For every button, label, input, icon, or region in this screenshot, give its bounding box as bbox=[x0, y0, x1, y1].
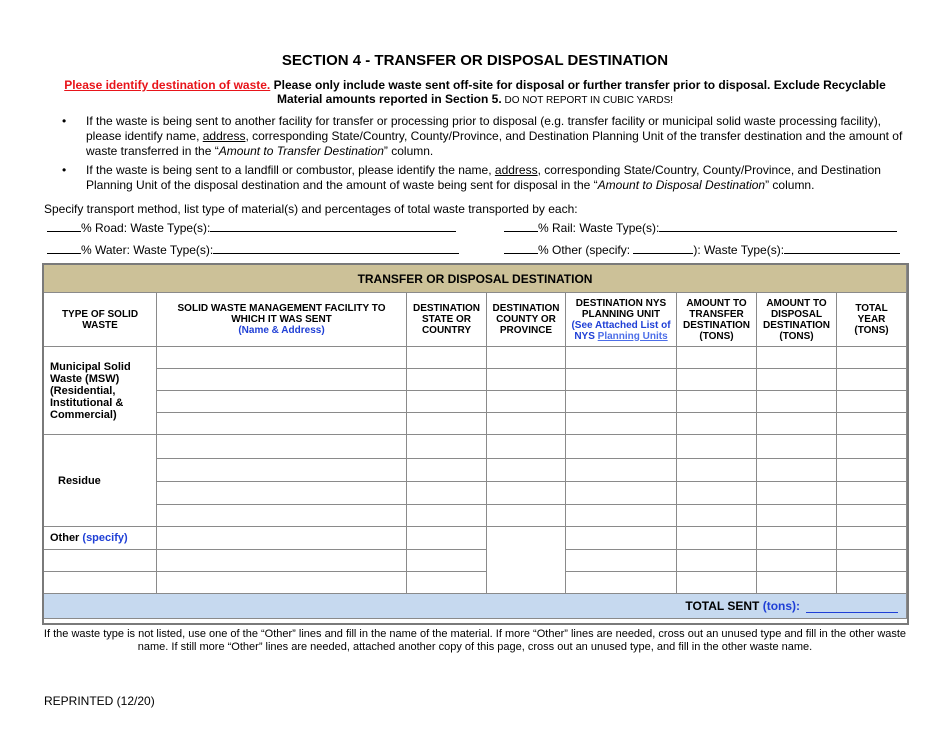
reprinted-label: REPRINTED (12/20) bbox=[44, 694, 155, 708]
instruction-bullets bbox=[62, 114, 912, 197]
cell-input[interactable] bbox=[677, 391, 757, 413]
cell-input[interactable] bbox=[487, 505, 566, 527]
cell-input[interactable] bbox=[157, 347, 407, 369]
col-type: TYPE OF SOLID WASTE bbox=[44, 293, 157, 347]
cell-input[interactable] bbox=[566, 527, 677, 550]
cell-input[interactable] bbox=[757, 435, 837, 459]
road-type-line[interactable] bbox=[210, 221, 456, 232]
cell-input[interactable] bbox=[487, 435, 566, 459]
col-transfer: AMOUNT TO TRANSFER DESTINATION (TONS) bbox=[677, 293, 757, 347]
bullet-transfer: • If the waste is being sent to another facility for transfer or processing prior to disposal (e.g. transfer facility or municipal solid waste processing facility), please identify name, address, corresponding State/Country, County/Province, and Destination Planning Unit of the transfer destination and the amount of waste transferred in the “Amount to Transfer Destination” column. bbox=[62, 114, 903, 158]
cell-input[interactable] bbox=[677, 347, 757, 369]
cell-input[interactable] bbox=[44, 572, 157, 594]
bullet-dot-icon: • bbox=[62, 163, 67, 177]
road-field[interactable]: % Road: Waste Type(s): bbox=[47, 221, 456, 235]
intro-bold-text: Please only include waste sent off-site for disposal or further transfer prior to disposal. Exclude Recyclable Material amounts reported in Section 5. bbox=[270, 78, 886, 106]
cell-input[interactable] bbox=[566, 369, 677, 391]
water-percent-line[interactable] bbox=[47, 243, 81, 254]
cell-input[interactable] bbox=[407, 391, 487, 413]
planning-units-link[interactable]: Planning Units bbox=[597, 330, 668, 342]
intro-red-text: Please identify destination of waste. bbox=[64, 78, 271, 92]
cell-input[interactable] bbox=[757, 550, 837, 572]
row-label-msw: Municipal Solid Waste (MSW) (Residential, Institutional & Commercial) bbox=[44, 347, 157, 435]
cell-input[interactable] bbox=[157, 413, 407, 435]
cell-input[interactable] bbox=[677, 482, 757, 505]
cell-input[interactable] bbox=[566, 391, 677, 413]
cell-input[interactable] bbox=[566, 459, 677, 482]
cell-input[interactable] bbox=[837, 347, 907, 369]
rail-field[interactable]: % Rail: Waste Type(s): bbox=[504, 221, 897, 235]
col-facility: SOLID WASTE MANAGEMENT FACILITY TO WHICH IT WAS SENT (Name & Address) bbox=[157, 293, 407, 347]
section-title: SECTION 4 - TRANSFER OR DISPOSAL DESTINATION bbox=[281, 52, 669, 69]
destination-table bbox=[43, 264, 907, 619]
cell-input[interactable] bbox=[677, 413, 757, 435]
cell-input[interactable] bbox=[407, 505, 487, 527]
rail-type-line[interactable] bbox=[659, 221, 897, 232]
total-sent-tons: (tons): bbox=[762, 599, 801, 613]
cell-input[interactable] bbox=[677, 505, 757, 527]
cell-input[interactable] bbox=[157, 391, 407, 413]
cell-input[interactable] bbox=[757, 391, 837, 413]
total-sent-input[interactable] bbox=[806, 601, 898, 613]
cell-input[interactable] bbox=[566, 572, 677, 594]
cell-input[interactable] bbox=[157, 550, 407, 572]
cell-input[interactable] bbox=[677, 550, 757, 572]
cell-input[interactable] bbox=[677, 459, 757, 482]
total-sent-label: TOTAL SENT bbox=[685, 599, 760, 613]
cell-input[interactable] bbox=[677, 527, 757, 550]
col-state: DESTINATION STATE OR COUNTRY bbox=[407, 293, 487, 347]
row-label-residue: Residue bbox=[44, 435, 157, 527]
cell-input[interactable] bbox=[487, 527, 566, 594]
cell-input[interactable] bbox=[157, 527, 407, 550]
cell-input[interactable] bbox=[837, 527, 907, 550]
cell-input[interactable] bbox=[837, 413, 907, 435]
rail-percent-line[interactable] bbox=[504, 221, 538, 232]
table-band-title: TRANSFER OR DISPOSAL DESTINATION bbox=[44, 265, 907, 293]
cell-input[interactable] bbox=[566, 347, 677, 369]
cell-input[interactable] bbox=[407, 482, 487, 505]
cell-input[interactable] bbox=[487, 413, 566, 435]
cell-input[interactable] bbox=[487, 347, 566, 369]
other-specify-line[interactable] bbox=[633, 243, 693, 254]
water-field[interactable]: % Water: Waste Type(s): bbox=[47, 243, 459, 257]
footnote: If the waste type is not listed, use one of the “Other” lines and fill in the name of the material. If more “Other” lines are needed, cross out an unused type and fill in the other waste name. If still more “Other” lines are needed, attached another copy of this page, cross out an unused type, and fill in the other waste name. bbox=[43, 628, 907, 653]
cell-input[interactable] bbox=[157, 505, 407, 527]
bullet-disposal: • If the waste is being sent to a landfill or combustor, please identify the name, address, corresponding State/Country, County/Province, and Destination Planning Unit of the disposal destination and the amount of waste being sent for disposal in the “Amount to Disposal Destination” column. bbox=[62, 163, 881, 192]
cell-input[interactable] bbox=[407, 435, 487, 459]
cell-input[interactable] bbox=[677, 369, 757, 391]
cell-input[interactable] bbox=[566, 482, 677, 505]
cell-input[interactable] bbox=[677, 572, 757, 594]
cell-input[interactable] bbox=[837, 459, 907, 482]
cell-input[interactable] bbox=[157, 459, 407, 482]
cell-input[interactable] bbox=[407, 369, 487, 391]
row-label-other: Other (specify) bbox=[44, 527, 157, 550]
cell-input[interactable] bbox=[757, 572, 837, 594]
cell-input[interactable] bbox=[487, 459, 566, 482]
cell-input[interactable] bbox=[566, 435, 677, 459]
specify-instruction: Specify transport method, list type of material(s) and percentages of total waste transported by each: bbox=[44, 202, 578, 216]
cell-input[interactable] bbox=[757, 459, 837, 482]
cell-input[interactable] bbox=[837, 505, 907, 527]
cell-input[interactable] bbox=[757, 482, 837, 505]
cell-input[interactable] bbox=[407, 413, 487, 435]
cell-input[interactable] bbox=[566, 505, 677, 527]
cell-input[interactable] bbox=[757, 505, 837, 527]
water-type-line[interactable] bbox=[213, 243, 459, 254]
total-sent-row bbox=[44, 594, 907, 619]
other-type-line[interactable] bbox=[784, 243, 900, 254]
intro-instructions bbox=[40, 78, 910, 108]
cell-input[interactable] bbox=[757, 347, 837, 369]
cell-input[interactable] bbox=[837, 482, 907, 505]
col-facility-sub: (Name & Address) bbox=[238, 325, 325, 336]
col-total: TOTAL YEAR (TONS) bbox=[837, 293, 907, 347]
cell-input[interactable] bbox=[757, 369, 837, 391]
cell-input[interactable] bbox=[566, 550, 677, 572]
cell-input[interactable] bbox=[407, 550, 487, 572]
cell-input[interactable] bbox=[677, 435, 757, 459]
other-field[interactable]: % Other (specify: ): Waste Type(s): bbox=[504, 243, 900, 257]
cell-input[interactable] bbox=[407, 527, 487, 550]
cell-input[interactable] bbox=[757, 527, 837, 550]
cell-input[interactable] bbox=[837, 572, 907, 594]
cell-input[interactable] bbox=[407, 347, 487, 369]
cell-input[interactable] bbox=[837, 369, 907, 391]
cell-input[interactable] bbox=[566, 413, 677, 435]
cell-input[interactable] bbox=[487, 391, 566, 413]
cell-input[interactable] bbox=[837, 391, 907, 413]
cell-input[interactable] bbox=[837, 435, 907, 459]
intro-small-text: DO NOT REPORT IN CUBIC YARDS! bbox=[501, 95, 674, 106]
cell-input[interactable] bbox=[157, 369, 407, 391]
cell-input[interactable] bbox=[407, 572, 487, 594]
bullet-dot-icon: • bbox=[62, 114, 67, 128]
cell-input[interactable] bbox=[757, 413, 837, 435]
col-county: DESTINATION COUNTY OR PROVINCE bbox=[487, 293, 566, 347]
road-percent-line[interactable] bbox=[47, 221, 81, 232]
other-percent-line[interactable] bbox=[504, 243, 538, 254]
col-nys: DESTINATION NYS PLANNING UNIT (See Attached List of NYS Planning Units bbox=[566, 293, 677, 347]
cell-input[interactable] bbox=[487, 369, 566, 391]
cell-input[interactable] bbox=[407, 459, 487, 482]
cell-input[interactable] bbox=[487, 482, 566, 505]
cell-input[interactable] bbox=[157, 482, 407, 505]
cell-input[interactable] bbox=[157, 572, 407, 594]
cell-input[interactable] bbox=[157, 435, 407, 459]
cell-input[interactable] bbox=[44, 550, 157, 572]
col-disposal: AMOUNT TO DISPOSAL DESTINATION (TONS) bbox=[757, 293, 837, 347]
cell-input[interactable] bbox=[837, 550, 907, 572]
